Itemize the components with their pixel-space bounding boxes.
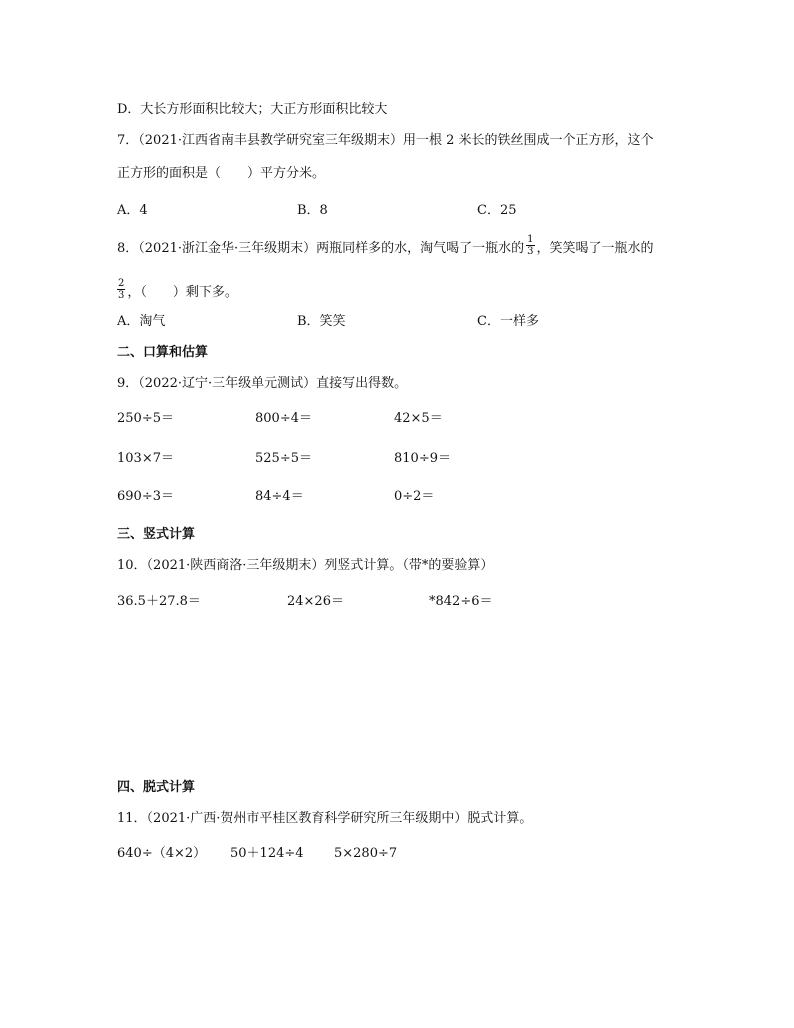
q11-item: 50＋124÷4 bbox=[230, 846, 304, 861]
q7-option-a: A．4 bbox=[117, 203, 148, 218]
q7-stem-line2: 正方形的面积是（ ）平方分米。 bbox=[117, 166, 326, 181]
q7-option-b: B．8 bbox=[297, 203, 328, 218]
q8-stem-line2 bbox=[117, 278, 238, 304]
q11-stem: 11．（2021·广西·贺州市平桂区教育科学研究所三年级期中）脱式计算。 bbox=[117, 811, 533, 826]
q10-item: 36.5＋27.8＝ bbox=[117, 594, 201, 609]
q8-stem-text-1: 8．（2021·浙江金华·三年级期末）两瓶同样多的水，淘气喝了一瓶水的 bbox=[117, 241, 525, 256]
q10-item: *842÷6＝ bbox=[429, 594, 493, 609]
q11-item: 5×280÷7 bbox=[334, 846, 398, 861]
q8-stem-text-3: ，（ ）剩下多。 bbox=[127, 285, 238, 300]
fraction-denominator: 3 bbox=[527, 246, 534, 257]
q9-stem: 9．（2022·辽宁·三年级单元测试）直接写出得数。 bbox=[117, 376, 408, 391]
q9-item: 84÷4＝ bbox=[255, 489, 304, 504]
q9-item: 690÷3＝ bbox=[117, 489, 174, 504]
q9-item: 0÷2＝ bbox=[394, 489, 435, 504]
q6-option-d: D．大长方形面积比较大；大正方形面积比较大 bbox=[117, 102, 388, 117]
q9-item: 810÷9＝ bbox=[394, 451, 451, 466]
q9-item: 800÷4＝ bbox=[255, 411, 312, 426]
section-heading-step-calc: 四、脱式计算 bbox=[117, 780, 196, 795]
section-heading-vertical-calc: 三、竖式计算 bbox=[117, 527, 196, 542]
q9-item: 103×7＝ bbox=[117, 451, 174, 466]
q10-stem: 10．（2021·陕西商洛·三年级期末）列竖式计算。（带*的要验算） bbox=[117, 558, 494, 573]
fraction-numerator: 2 bbox=[118, 278, 125, 289]
fraction-numerator: 1 bbox=[527, 234, 534, 245]
q7-option-c: C．25 bbox=[477, 203, 517, 218]
section-heading-oral-calc: 二、口算和估算 bbox=[117, 345, 209, 360]
q8-option-a: A．淘气 bbox=[117, 314, 166, 329]
q9-item: 250÷5＝ bbox=[117, 411, 174, 426]
fraction-denominator: 3 bbox=[118, 290, 125, 301]
q10-item: 24×26＝ bbox=[287, 594, 344, 609]
q9-item: 42×5＝ bbox=[394, 411, 443, 426]
q9-item: 525÷5＝ bbox=[255, 451, 312, 466]
q8-fraction-one-third bbox=[526, 234, 534, 257]
q11-item: 640÷（4×2） bbox=[117, 846, 207, 861]
q8-option-c: C．一样多 bbox=[477, 314, 539, 329]
q8-fraction-two-thirds bbox=[117, 278, 125, 301]
q8-option-b: B．笑笑 bbox=[297, 314, 346, 329]
q8-stem-text-2: ，笑笑喝了一瓶水的 bbox=[536, 241, 654, 256]
q8-stem-line1 bbox=[117, 234, 654, 260]
q7-stem-line1: 7．（2021·江西省南丰县教学研究室三年级期末）用一根 2 米长的铁丝围成一个正方形，这个 bbox=[117, 133, 654, 148]
